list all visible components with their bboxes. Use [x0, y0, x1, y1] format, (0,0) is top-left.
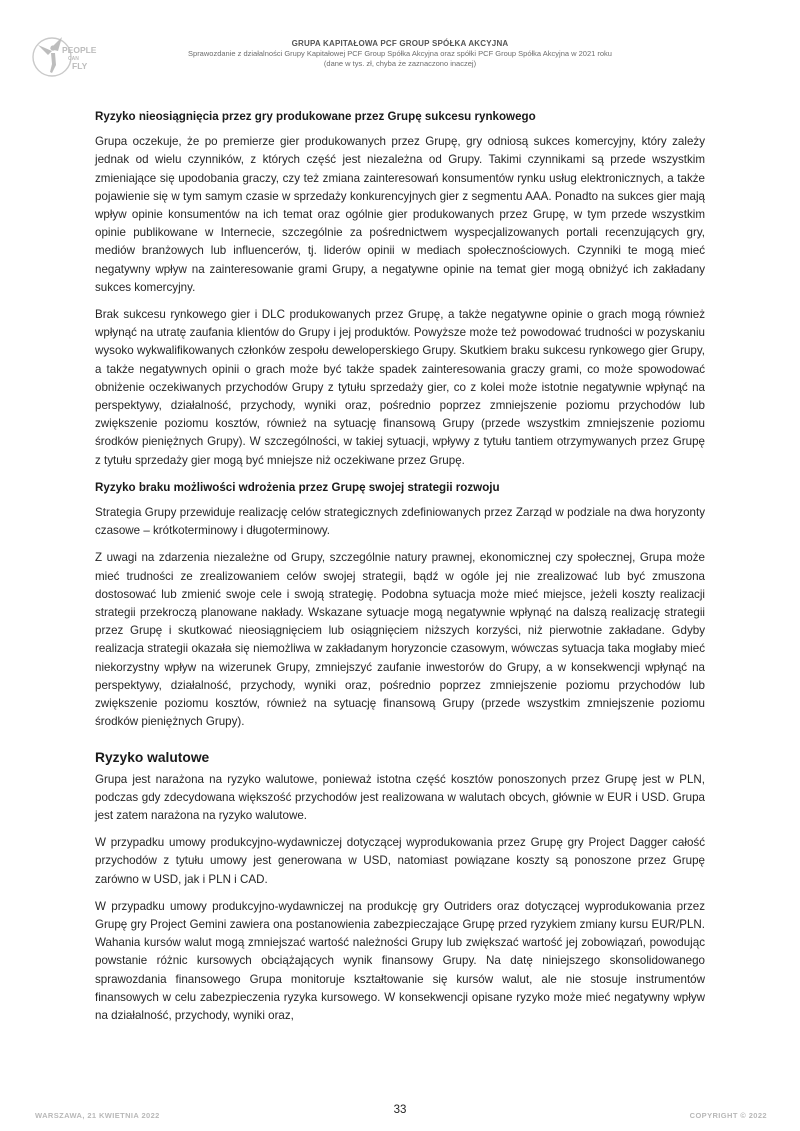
paragraph-strategy-1: Strategia Grupy przewiduje realizację celów strategicznych zdefiniowanych przez Zarząd w podziale na dwa horyzonty czasowe – krótkoterminowy i długoterminowy.: [95, 506, 705, 538]
header-subtitle: Sprawozdanie z działalności Grupy Kapitałowej PCF Group Spółka Akcyjna oraz spółki PCF Group Spółka Akcyjna w 2021 roku: [188, 49, 612, 58]
header-title: GRUPA KAPITAŁOWA PCF GROUP SPÓŁKA AKCYJNA: [291, 39, 509, 48]
header-note: (dane w tys. zł, chyba że zaznaczono inaczej): [323, 59, 477, 68]
logo-text-fly: FLY: [72, 61, 88, 71]
logo-text-people: PEOPLE: [62, 45, 97, 55]
document-body: [95, 108, 705, 1034]
page-header: [120, 38, 680, 69]
page-number: 33: [393, 1104, 407, 1116]
paragraph-market-success-2: Brak sukcesu rynkowego gier i DLC produkowanych przez Grupę, a także negatywne opinie o grach mogą również wpłynąć na utratę zaufania klientów do Grupy i jej produktów. Powyższe może też powodować trudności w pozyskaniu wysoko wykwalifikowanych członków zespołu deweloperskiego Grupy. Skutkiem braku sukcesu rynkowego gier Grupy, a także negatywnych opinii o grach może być także spadek zainteresowania graczy grami, co może spowodować obniżenie oczekiwanych przychodów Grupy z tytułu sprzedaży gier, co z kolei może istotnie negatywnie wpłynąć na perspektywy, działalność, przychody, wyniki oraz, pośrednio poprzez zmniejszenie poziomu przychodów lub zwiększenie poziomu kosztów, również na sytuację finansową Grupy (przede wszystkim zmniejszenie poziomu środków pieniężnych Grupy). W szczególności, w takiej sytuacji, wpływy z tytułu tantiem otrzymywanych przez Grupę z tytułu sprzedaży gier mogą być mniejsze niż oczekiwane przez Grupę.: [95, 308, 705, 467]
company-logo: [28, 27, 97, 85]
heading-strategy-risk: Ryzyko braku możliwości wdrożenia przez Grupę swojej strategii rozwoju: [95, 480, 500, 494]
paragraph-currency-1: Grupa jest narażona na ryzyko walutowe, ponieważ istotna część kosztów ponoszonych przez Grupę jest w PLN, podczas gdy zdecydowana większość przychodów jest realizowana w walutach obcych, głównie w EUR i USD. Grupa jest zatem narażona na ryzyko walutowe.: [95, 772, 705, 822]
footer-copyright: COPYRIGHT © 2022: [689, 1111, 767, 1120]
paragraph-market-success-1: Grupa oczekuje, że po premierze gier produkowanych przez Grupę, gry odniosą sukces komercyjny, który zależy jednak od wielu czynników, z których część jest niezależna od Grupy. Takimi czynnikami są przede wszystkim zmieniające się upodobania graczy, czy też zmiana zainteresowań konsumentów rynku usług elektronicznych, a także pojawienie się w tym samym czasie w sprzedaży konkurencyjnych gier z segmentu AAA. Ponadto na sukces gier mają wpływ opinie konsumentów na ich temat oraz ogólnie gier produkowanych przez Grupę, w tym przede wszystkim opinie publikowane w Internecie, szczególnie za pośrednictwem wyspecjalizowanych portali recenzujących gry, mediów branżowych lub influencerów, tj. liderów opinii w mediach społecznościowych. Czynniki te mogą mieć negatywny wpływ na zainteresowanie grami Grupy, a negatywne opinie na temat gier mogą obniżyć ich zakładany sukces komercyjny.: [95, 135, 705, 294]
paragraph-strategy-2: Z uwagi na zdarzenia niezależne od Grupy, szczególnie natury prawnej, ekonomicznej czy społecznej, Grupa może mieć trudności ze zrealizowaniem celów swojej strategii, bądź w ogóle jej nie zrealizować lub być zmuszona dostosować lub zmienić swoje cele i swoją strategię. Podobna sytuacja może mieć miejsce, jeżeli koszty realizacji strategii przekroczą planowane nakłady. Wskazane sytuacje mogą negatywnie wpłynąć na dalszą realizację strategii przez Grupę i skutkować nieosiągnięciem lub osiągnięciem niższych korzyści, niż pierwotnie zakładane. Gdyby realizacja strategii okazała się niemożliwa w zakładanym horyzoncie czasowym, wówczas sytuacja taka mogłaby mieć niekorzystny wpływ na wizerunek Grupy, zmniejszyć zaufanie inwestorów do Grupy, a w konsekwencji wpłynąć na perspektywy, działalność, przychody, wyniki oraz, pośrednio poprzez zmniejszenie poziomu przychodów lub zwiększenie poziomu kosztów, również na sytuację finansową Grupy (przede wszystkim zmniejszenie poziomu środków pieniężnych Grupy).: [95, 551, 705, 729]
footer-date: WARSZAWA, 21 KWIETNIA 2022: [35, 1111, 160, 1120]
heading-currency-risk: Ryzyko walutowe: [95, 749, 210, 765]
heading-market-success-risk: Ryzyko nieosiągnięcia przez gry produkowane przez Grupę sukcesu rynkowego: [95, 110, 536, 123]
paragraph-currency-2: W przypadku umowy produkcyjno-wydawniczej dotyczącej wyprodukowania przez Grupę gry Project Dagger całość przychodów z tytułu umowy jest generowana w USD, natomiast powiązane koszty są ponoszone przez Grupę zarówno w USD, jak i PLN i CAD.: [95, 836, 705, 886]
logo-text-can: CAN: [68, 56, 79, 62]
paragraph-currency-3: W przypadku umowy produkcyjno-wydawniczej na produkcję gry Outriders oraz dotyczącej wyprodukowania przez Grupę gry Project Gemini zawiera ona postanowienia zabezpieczające Grupę przed ryzykiem zmiany kursu EUR/PLN. Wahania kursów walut mogą zmniejszać wartość należności Grupy lub zwiększać wartość jej zobowiązań, powodując powstanie różnic kursowych obciążających wynik finansowy Grupy. Na datę niniejszego skonsolidowanego sprawozdania finansowego Grupa monitoruje kształtowanie się kursów walut, ale nie stosuje instrumentów finansowych w celu zabezpieczenia ryzyka kursowego. W konsekwencji opisane ryzyko może mieć negatywny wpływ na działalność, przychody, wyniki oraz,: [95, 899, 705, 1022]
